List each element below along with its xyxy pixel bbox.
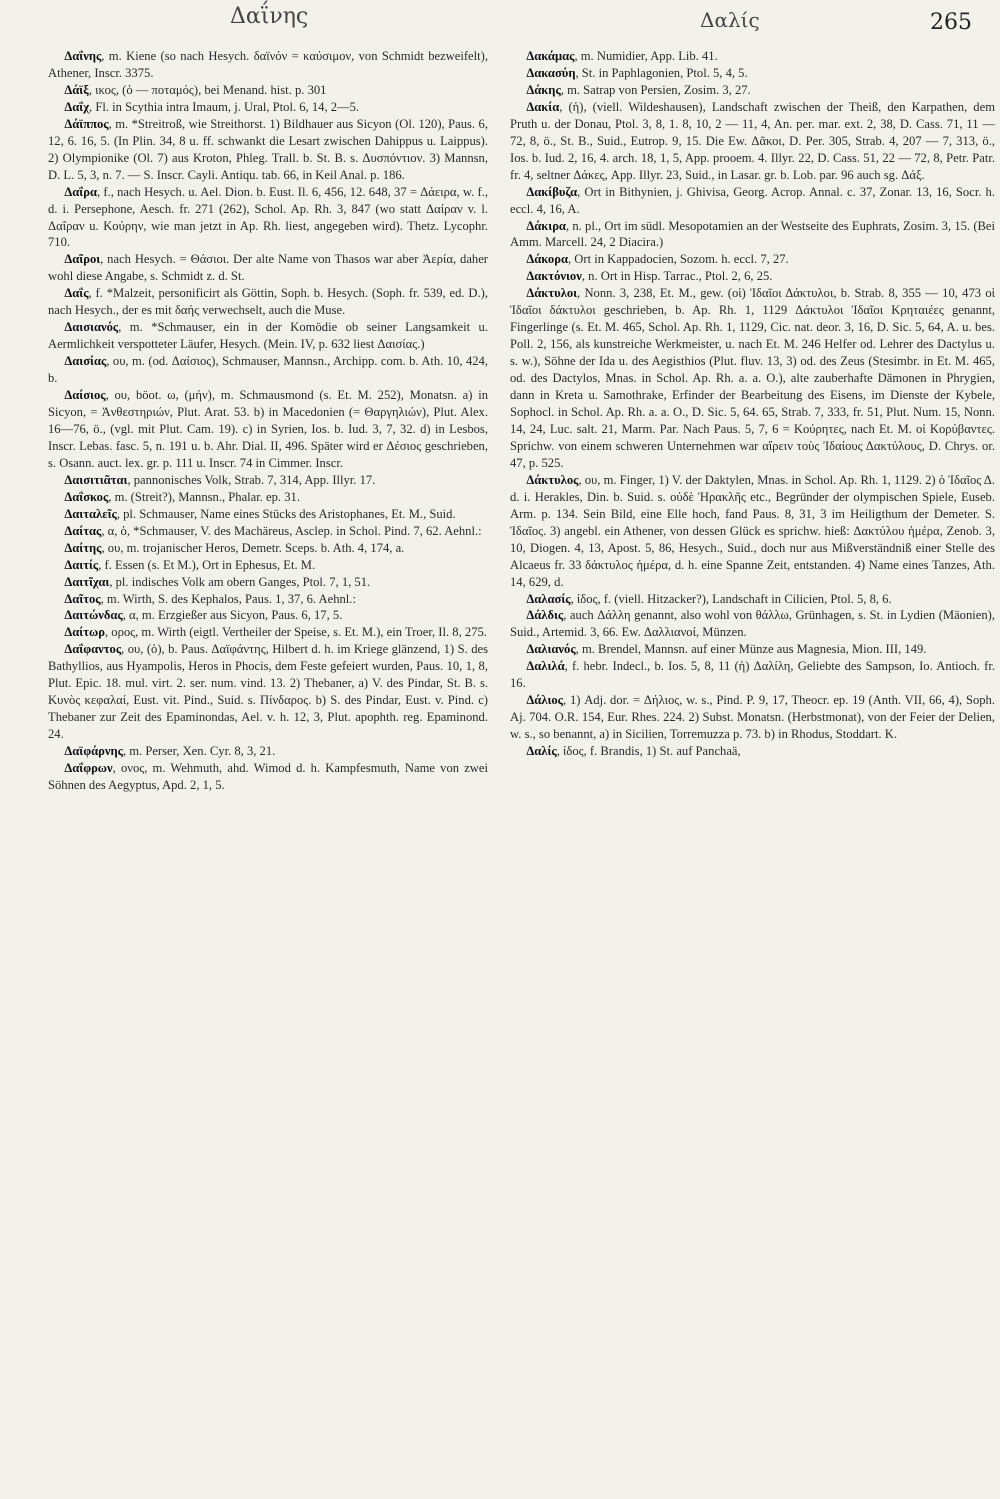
entry-headword: Δαΐφαντος (64, 642, 122, 657)
entry-body: , f. Essen (s. Et M.), Ort in Ephesus, Et. M. (98, 557, 316, 572)
entry-body: , α, m. Erzgießer aus Sicyon, Paus. 6, 17, 5. (122, 608, 343, 623)
dictionary-entry (48, 82, 488, 99)
entry-headword: Δαΐνης (64, 49, 102, 63)
dictionary-entry (510, 641, 995, 658)
dictionary-entry (48, 641, 488, 743)
dictionary-entry (48, 591, 488, 608)
dictionary-entry (510, 99, 995, 184)
entry-body: , ου, m. Finger, 1) V. der Daktylen, Mnas. in Schol. Ap. Rh. 1, 1129. 2) ὁ Ἰδαῖος Δ. d. i. Herakles, Din. b. Suid. s. οὐδὲ Ἡρακλῆς etc., Begründer der olympischen Spiele, Euseb. Arm. p. 134. Sein Bild, eine Elle hoch, fand Paus. 8, 31, 3 im Heiligthum der Demeter. S. Ἰδαῖος. 3) angebl. ein Athener, von dessen Glück es sprichw. hieß: Δακτύλου ἡμέρα, Zenob. 3, 10, Diogen. 4, 13, Apost. 5, 86, Hesych., Suid., doch nur aus Mißverständniß einer Stelle des Alcaeus fr. 33 δάκτυλος ἡμέρα, d. h. eine Spanne Zeit, entstanden. 4) Name eines Tanzes, Ath. 14, 629, d. (510, 472, 995, 589)
dictionary-entry (48, 251, 488, 285)
entry-headword: Δαΐς (64, 286, 89, 301)
entry-body: , m. Numidier, App. Lib. 41. (574, 49, 718, 63)
dictionary-entry (48, 760, 488, 794)
entry-body: , α, ὁ, *Schmauser, V. des Machäreus, Asclep. in Schol. Pind. 7, 62. Aehnl.: (101, 523, 482, 538)
entry-body: , nach Hesych. = Θάσιοι. Der alte Name von Thasos war aber Ἀερία, daher wohl diese Angabe, s. Schmidt z. d. St. (48, 252, 488, 284)
entry-headword: Δακασύη (526, 65, 576, 80)
dictionary-entry (510, 743, 995, 760)
entry-headword: Δαλιανός (526, 642, 576, 657)
entry-body: , pl. Schmauser, Name eines Stücks des Aristophanes, Et. M., Suid. (116, 506, 456, 521)
entry-body: , m. Wirth, S. des Kephalos, Paus. 1, 37, 6. Aehnl.: (100, 591, 356, 606)
dictionary-entry (48, 184, 488, 252)
dictionary-entry (510, 692, 995, 743)
entry-headword: Δαιταλεῖς (64, 506, 117, 521)
entry-headword: Δάκιρα (526, 218, 566, 233)
dictionary-entry (510, 607, 995, 641)
dictionary-entry (510, 591, 995, 608)
dictionary-entry (510, 48, 995, 65)
entry-headword: Δάκτυλοι (526, 286, 578, 301)
entry-body: , m. Brendel, Mannsn. auf einer Münze aus Magnesia, Mion. III, 149. (575, 642, 927, 657)
entry-body: , n. pl., Ort im südl. Mesopotamien an der Westseite des Euphrats, Zosim. 3, 15. (Bei Amm. Marcell. 24, 2 Diacira.) (510, 218, 995, 250)
dictionary-entry (48, 472, 488, 489)
entry-headword: Δαϊφάρνης (64, 744, 123, 759)
entry-body: , St. in Paphlagonien, Ptol. 5, 4, 5. (575, 65, 748, 80)
dictionary-entry (48, 387, 488, 472)
left-column (48, 48, 488, 794)
dictionary-entry (48, 285, 488, 319)
dictionary-entry (510, 184, 995, 218)
entry-headword: Δαΐφρων (64, 761, 113, 776)
entry-headword: Δαΐσκος (64, 489, 109, 504)
entry-body: , ορος, m. Wirth (eigtl. Vertheiler der Speise, s. Et. M.), ein Troer, Il. 8, 275. (104, 625, 487, 640)
entry-headword: Δαλίς (526, 744, 557, 759)
entry-headword: Δαΐχ (64, 99, 90, 114)
entry-headword: Δαλασίς (526, 591, 571, 606)
entry-body: , pl. indisches Volk am obern Ganges, Ptol. 7, 1, 51. (109, 574, 371, 589)
entry-headword: Δαισιανός (64, 320, 119, 335)
entry-headword: Δαῖροι (64, 252, 101, 267)
entry-body: , ου, m. (od. Δαίσιος), Schmauser, Mannsn., Archipp. com. b. Ath. 10, 424, b. (48, 354, 488, 386)
dictionary-entry (48, 743, 488, 760)
entry-body: , ίδος, f. (viell. Hitzacker?), Landschaft in Cilicien, Ptol. 5, 8, 6. (570, 591, 892, 606)
dictionary-entry (510, 285, 995, 471)
dictionary-entry (48, 319, 488, 353)
entry-body: , m. Perser, Xen. Cyr. 8, 3, 21. (122, 744, 276, 759)
entry-headword: Δαιτώνδας (64, 608, 123, 623)
dictionary-entry (510, 218, 995, 252)
entry-body: , pannonisches Volk, Strab. 7, 314, App. Illyr. 17. (127, 472, 376, 487)
entry-body: , (ἡ), (viell. Wildeshausen), Landschaft zwischen der Theiß, den Karpathen, dem Pruth u. der Donau, Ptol. 3, 8, 1. 8, 10, 2 — 11, 4, An. per. mar. ext. 2, 38, D. Cass. 71, 11 — 72, 8, ö., St. B., Suid., Eutrop. 9, 15. Die Ew. Δᾶκοι, D. Per. 305, Strab. 4, 207 — 7, 313, ö., Ios. b. Iud. 2, 16, 4. arch. 18, 1, 5, App. prooem. 4. Illyr. 22, D. Cass. 51, 22 — 72, 8, Petr. Patr. fr. 4, seltner Δάκες, App. Illyr. 23, Suid., in Lasar. gr. b. Lob. par. 96 auch sg. Δάξ. (510, 99, 995, 182)
entry-headword: Δάϊξ (64, 82, 89, 97)
entry-headword: Δακάμας (526, 49, 575, 63)
entry-body: , auch Δάλλη genannt, also wohl von θάλλω, Grünhagen, s. St. in Lydien (Mäonien), Suid., Artemid. 3, 66. Ew. Δαλλιανοί, Münzen. (510, 608, 995, 640)
entry-headword: Δαιτίς (64, 557, 99, 572)
dictionary-entry (48, 99, 488, 116)
entry-headword: Δάκτυλος (526, 472, 579, 487)
dictionary-entry (510, 268, 995, 285)
entry-headword: Δακτόνιον (526, 269, 582, 284)
entry-body: , ου, m. trojanischer Heros, Demetr. Sceps. b. Ath. 4, 174, a. (101, 540, 405, 555)
entry-body: , m. *Schmauser, ein in der Komödie ob seiner Langsamkeit u. Aermlichkeit verspotteter Läufer, Hesych. (Mein. IV, p. 632 liest Δαισίας.) (48, 320, 488, 352)
entry-body: , 1) Adj. dor. = Δήλιος, w. s., Pind. P. 9, 17, Theocr. ep. 19 (Anth. VII, 66, 4), Soph. Aj. 704. O.R. 154, Eur. Rhes. 224. 2) Subst. Monatsn. (Herbstmonat), von der Feier der Delien, w. s., so benannt, a) in Sicilien, Torremuzza p. 73. b) in Rhodus, Stoddart. K. (510, 693, 995, 742)
dictionary-entry (510, 251, 995, 268)
entry-body: , ου, (ὁ), b. Paus. Δαϊφάντης, Hilbert d. h. im Kriege glänzend, 1) S. des Bathyllios, aus Hyampolis, Heros in Phocis, dem Feste gefeiert wurden, Paus. 10, 1, 8, Plut. Epic. 18. mul. virt. 2. ser. num. vind. 13. 2) Thebaner, a) V. des Pindar, St. B. s. Κυνὸς κεφαλαί, Eust. vit. Pind., Suid. s. Πίνδαρος. b) S. des Pindar, Eust. v. Pind. c) Thebaner zur Zeit des Epaminondas, Ael. v. h. 12, 3, Plut. apophth. reg. Epaminond. 24. (48, 642, 488, 742)
entry-headword: Δαίσιος (64, 388, 106, 403)
dictionary-entry (48, 624, 488, 641)
dictionary-entry (48, 353, 488, 387)
dictionary-entry (48, 48, 488, 82)
running-header (0, 0, 1000, 50)
entry-headword: Δαίτης (64, 540, 102, 555)
entry-headword: Δαΐρα (64, 184, 97, 199)
page-number: 265 (930, 10, 972, 35)
right-guide-word: Δαλίς (700, 8, 760, 32)
entry-body: , Ort in Bithynien, j. Ghivisa, Georg. Acrop. Annal. c. 37, Zonar. 13, 16, Socr. h. eccl. 4, 16, A. (510, 184, 995, 216)
entry-headword: Δάλιος (526, 693, 564, 708)
entry-headword: Δακία (526, 99, 560, 114)
dictionary-entry (48, 489, 488, 506)
entry-body: , Fl. in Scythia intra Imaum, j. Ural, Ptol. 6, 14, 2—5. (89, 99, 360, 114)
entry-body: , m. (Streit?), Mannsn., Phalar. ep. 31. (108, 489, 300, 504)
entry-headword: Δαίτας (64, 523, 102, 538)
entry-headword: Δάκορα (526, 252, 568, 267)
entry-body: , n. Ort in Hisp. Tarrac., Ptol. 2, 6, 25. (581, 269, 773, 284)
entry-headword: Δάϊππος (64, 116, 109, 131)
entry-body: , ονος, m. Wehmuth, ahd. Wimod d. h. Kampfesmuth, Name von zwei Söhnen des Aegyptus, Apd. 2, 1, 5. (48, 761, 488, 792)
entry-headword: Δαισιτιᾶται (64, 472, 128, 487)
entry-headword: Δαλιλά (526, 659, 565, 674)
entry-body: , Ort in Kappadocien, Sozom. h. eccl. 7, 27. (568, 252, 789, 267)
dictionary-entry (48, 607, 488, 624)
entry-body: , f. hebr. Indecl., b. Ios. 5, 8, 11 (ἡ) Δαλίλη, Geliebte des Sampson, Io. Antioch. fr. 16. (510, 659, 995, 691)
dictionary-entry (48, 574, 488, 591)
dictionary-entry (510, 658, 995, 692)
dictionary-entry (48, 116, 488, 184)
right-column (510, 48, 995, 760)
entry-headword: Δακίβυζα (526, 184, 578, 199)
entry-body: , ου, böot. ω, (μήν), m. Schmausmond (s. Et. M. 252), Monatsn. a) in Sicyon, = Ἀνθεστηριών, Plut. Arat. 53. b) in Macedonien (= Θαργηλιών), Plut. Alex. 16—76, ö., (vgl. mit Plut. Cam. 19). c) in Syrien, Ios. b. Iud. 3, 7, 32. d) in Lesbos, Inscr. Lebas. fasc. 5, n. 191 u. b. Ahr. Dial. II, 496. Später wird er Δέσιος geschrieben, s. Osann. auct. lex. gr. p. 111 u. Inscr. 74 in Cimmer. Inscr. (48, 388, 488, 470)
entry-headword: Δάκης (526, 82, 561, 97)
entry-headword: Δαίτωρ (64, 625, 105, 640)
entry-headword: Δάλδις (526, 608, 564, 623)
dictionary-entry (510, 82, 995, 99)
dictionary-entry (48, 506, 488, 523)
dictionary-entry (510, 65, 995, 82)
entry-body: , ικος, (ὁ — ποταμός), bei Menand. hist. p. 301 (88, 82, 327, 97)
entry-headword: Δαισίας (64, 354, 107, 369)
entry-headword: Δαῖτος (64, 591, 101, 606)
dictionary-entry (48, 523, 488, 540)
entry-body: , ίδος, f. Brandis, 1) St. auf Panchaä, (556, 744, 741, 759)
dictionary-entry (48, 557, 488, 574)
dictionary-entry (48, 540, 488, 557)
entry-body: , m. *Streitroß, wie Streithorst. 1) Bildhauer aus Sicyon (Ol. 120), Paus. 6, 12, 6. 16, 5. (In Plin. 34, 8 u. ff. schwankt die Lesart zwischen Dahippus u. Laippus). 2) Olympionike (Ol. 7) aus Kroton, Phleg. Trall. b. St. B. s. Δυσπόντιον. 3) Mannsn, D. L. 5, 3, n. 7. — S. Inscr. Cayli. Antiqu. tab. 66, in Keil Anal. p. 186. (48, 116, 488, 182)
entry-body: , f., nach Hesych. u. Ael. Dion. b. Eust. Il. 6, 456, 12. 648, 37 = Δάειρα, w. f., d. i. Persephone, Aesch. fr. 271 (262), Schol. Ap. Rh. 3, 847 (wo statt Δαίραν v. l. Δαΐραν u. Κούρην, wie man jetzt in Ap. Rh. liest, angegeben wird). Thetz. Lycophr. 710. (48, 184, 488, 250)
dictionary-entry (510, 472, 995, 591)
left-guide-word: Δαΐνης (230, 4, 309, 29)
entry-body: , f. *Malzeit, personificirt als Göttin, Soph. b. Hesych. (Soph. fr. 539, ed. D.), nach Hesych., der es mit δαής verwechselt, auch die Muse. (48, 286, 488, 318)
entry-headword: Δαιτῖχαι (64, 574, 110, 589)
entry-body: , m. Satrap von Persien, Zosim. 3, 27. (560, 82, 751, 97)
entry-body: , Nonn. 3, 238, Et. M., gew. (οἱ) Ἰδαῖοι Δάκτυλοι, b. Strab. 8, 355 — 10, 473 οἱ Ἰδαῖοι δάκτυλοι geschrieben, b. Ap. Rh. 1, 1129 Δάκτυλοι Ἰδαῖοι Κρηταιέες genannt, Fingerlinge (s. Et. M. 465, Schol. Ap. Rh. 1, 1129, Cic. nat. deor. 3, 16, D. Sic. 5, 64, A. u. bes. Poll. 2, 156, als kunstreiche Werkmeister, u. nach Et. M. 246 Helfer od. Lehrer des Dactylus u. s. w.), Söhne der Ida u. des Aegisthios (Plut. fluv. 13, 3) od. des Zeus (Stesimbr. in Et. M. 465, od. des Dactylos, Mnas. in Schol. Ap. Rh. a. a. O.), alte zauberhafte Dämonen in Phrygien, dann in Kreta u. Samothrake, Erfinder der Bearbeitung des Eisens, im Dienste der Kybele, Sophocl. in Schol. Ap. Rh. a. a. O., D. Sic. 5, 64. 65, Strab. 7, 333, fr. 51, Plut. Num. 15, Nonn. 14, 24, Luc. salt. 21, Marm. Par. Nach Paus. 5, 7, 6 = Κούρητες, nach Et. M. οἱ Κορύβαντες. Sprichw. von einem schweren Unternehmen war αἴρειν τοὺς Ἰδαίους Δακτύλους, D. Chrys. or. 47, p. 525. (510, 286, 995, 470)
entry-body: , m. Kiene (so nach Hesych. δαϊνόν = καύσιμον, von Schmidt bezweifelt), Athener, Inscr. 3375. (48, 49, 488, 80)
